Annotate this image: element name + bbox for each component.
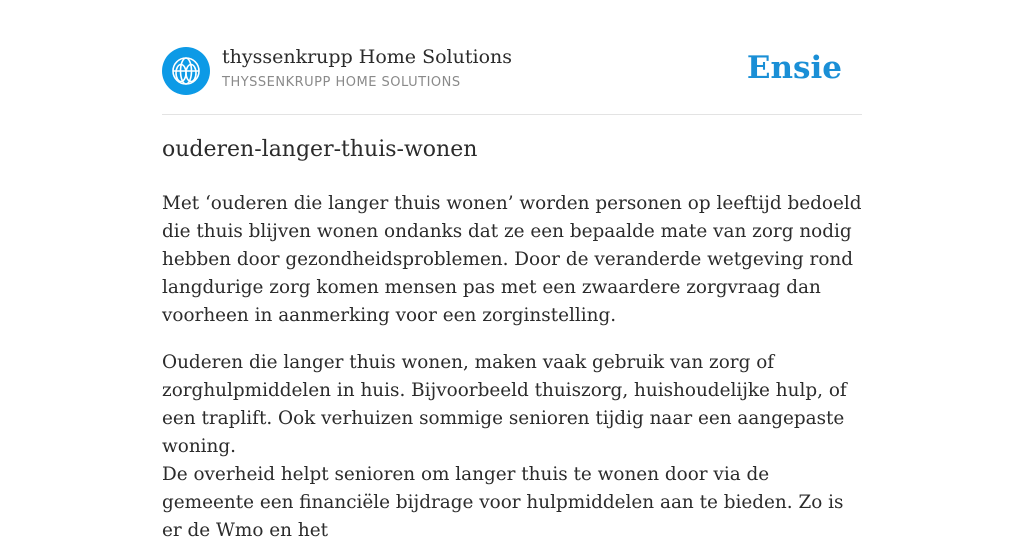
thyssenkrupp-logo-icon[interactable] — [162, 47, 210, 95]
article-paragraph: Ouderen die langer thuis wonen, maken vaak gebruik van zorg of zorghulpmiddelen in huis. Bijvoorbeeld thuiszorg, huishoudelijke hulp, of een traplift. Ook verhuizen sommige senioren tijdig naar een aangepaste woning. — [162, 352, 847, 457]
article-paragraph: De overheid helpt senioren om langer thuis te wonen door via de gemeente een financiële bijdrage voor hulpmiddelen aan te bieden. Zo is er de Wmo en het — [162, 464, 844, 541]
author-subtitle: THYSSENKRUPP HOME SOLUTIONS — [222, 75, 461, 90]
article-container — [162, 0, 862, 541]
article-header — [162, 0, 862, 115]
logo-glyph — [170, 55, 202, 87]
page-title: ouderen-langer-thuis-wonen — [162, 137, 478, 162]
article-paragraph: Met ‘ouderen die langer thuis wonen’ worden personen op leeftijd bedoeld die thuis blijven wonen ondanks dat ze een bepaalde mate van zorg nodig hebben door gezondheidsproblemen. Door de veranderde wetgeving rond langdurige zorg komen mensen pas met een zwaardere zorgvraag dan voorheen in aanmerking voor een zorginstelling. — [162, 193, 862, 326]
author-name[interactable]: thyssenkrupp Home Solutions — [222, 46, 513, 68]
ensie-logo-link[interactable]: Ensie — [746, 50, 842, 86]
